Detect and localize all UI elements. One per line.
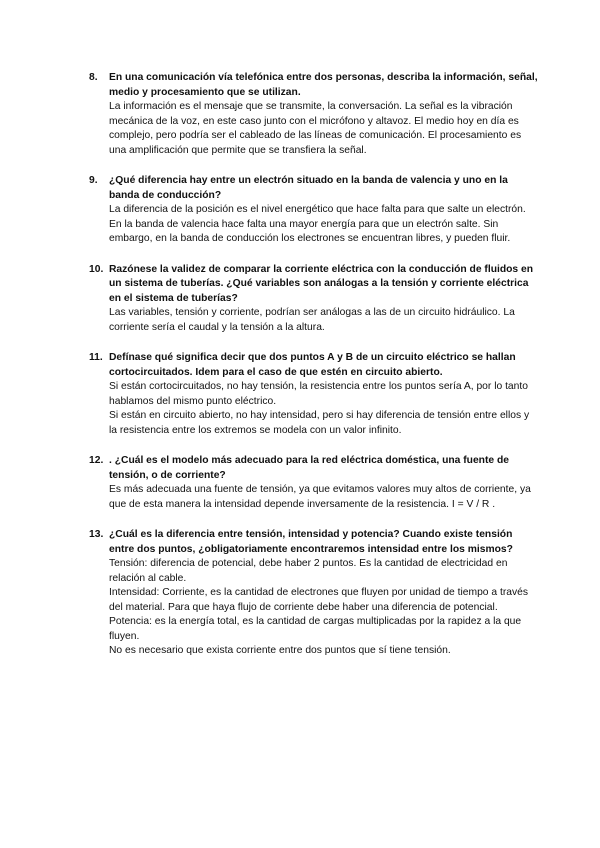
question-number: 13. xyxy=(89,529,104,540)
question-item-8 xyxy=(89,71,539,158)
question-item-9 xyxy=(89,174,539,247)
answer-paragraph: La información es el mensaje que se transmite, la conversación. La señal es la vibración mecánica de la voz, en este caso junto con el micrófono y altavoz. El medio hoy en día es complejo, pero podría ser el cableado de las líneas de comunicación. El procesamiento es una amplificación que permite que se transfiera la señal. xyxy=(109,101,522,156)
answer-paragraph: Es más adecuada una fuente de tensión, ya que evitamos valores muy altos de corriente, ya que de esta manera la intensidad depende inversamente de la resistencia. I = V / R . xyxy=(109,484,531,510)
answer-paragraph: Tensión: diferencia de potencial, debe haber 2 puntos. Es la cantidad de electricidad en relación al cable. xyxy=(109,558,508,584)
question-number: 9. xyxy=(89,175,98,186)
question-text: Razónese la validez de comparar la corriente eléctrica con la conducción de fluidos en un sistema de tuberías. ¿Qué variables son análogas a la tensión y corriente eléctrica en el sistema de tuberías? xyxy=(109,263,534,304)
answer-paragraph: Si están cortocircuitados, no hay tensión, la resistencia entre los puntos sería A, por lo tanto hablamos del mismo punto eléctrico. xyxy=(109,381,528,407)
question-item-11 xyxy=(89,351,539,438)
answer-text xyxy=(109,306,539,335)
answer-paragraph: Potencia: es la energía total, es la cantidad de cargas multiplicadas por la rapidez a la que fluyen. xyxy=(109,616,522,642)
question-list xyxy=(89,71,539,675)
question-content xyxy=(109,71,539,158)
question-number: 12. xyxy=(89,455,104,466)
question-content xyxy=(109,454,539,512)
question-content xyxy=(109,528,539,659)
question-text: ¿Cuál es la diferencia entre tensión, intensidad y potencia? Cuando existe tensión entre dos puntos, ¿obligatoriamente encontraremos intensidad entre los mismos? xyxy=(109,529,513,555)
question-number: 11. xyxy=(89,352,103,363)
answer-paragraph: La diferencia de la posición es el nivel energético que hace falta para que salte un electrón. En la banda de valencia hace falta una mayor energía para que un electrón salte. Sin embargo, en la banda de conducción los electrones se encuentran libres, y pueden fluir. xyxy=(109,204,526,244)
question-content xyxy=(109,351,539,438)
question-content xyxy=(109,174,539,247)
question-item-13 xyxy=(89,528,539,659)
answer-text xyxy=(109,100,539,158)
question-text: ¿Qué diferencia hay entre un electrón situado en la banda de valencia y uno en la banda de conducción? xyxy=(109,175,508,201)
question-text: En una comunicación vía telefónica entre dos personas, describa la información, señal, medio y procesamiento que se utilizan. xyxy=(109,72,538,98)
question-text: . ¿Cuál es el modelo más adecuado para la red eléctrica doméstica, una fuente de tensión, o de corriente? xyxy=(109,455,509,481)
question-item-10 xyxy=(89,263,539,336)
answer-paragraph: Las variables, tensión y corriente, podrían ser análogas a las de un circuito hidráulico. La corriente sería el caudal y la tensión a la altura. xyxy=(109,307,515,333)
answer-paragraph: Si están en circuito abierto, no hay intensidad, pero si hay diferencia de tensión entre ellos y la resistencia entre los extremos se modela con un valor infinito. xyxy=(109,410,530,436)
question-text: Defínase qué significa decir que dos puntos A y B de un circuito eléctrico se hallan cortocircuitados. Idem para el caso de que estén en circuito abierto. xyxy=(109,352,516,378)
answer-paragraph: Intensidad: Corriente, es la cantidad de electrones que fluyen por unidad de tiempo a través del material. Para que haya flujo de corriente debe haber una diferencia de potencial. xyxy=(109,587,529,613)
question-item-12 xyxy=(89,454,539,512)
answer-paragraph: No es necesario que exista corriente entre dos puntos que sí tiene tensión. xyxy=(109,645,451,656)
answer-text xyxy=(109,557,539,659)
question-number: 8. xyxy=(89,72,98,83)
answer-text xyxy=(109,380,539,438)
answer-text xyxy=(109,483,539,512)
answer-text xyxy=(109,203,539,247)
question-content xyxy=(109,263,539,336)
question-number: 10. xyxy=(89,263,104,275)
